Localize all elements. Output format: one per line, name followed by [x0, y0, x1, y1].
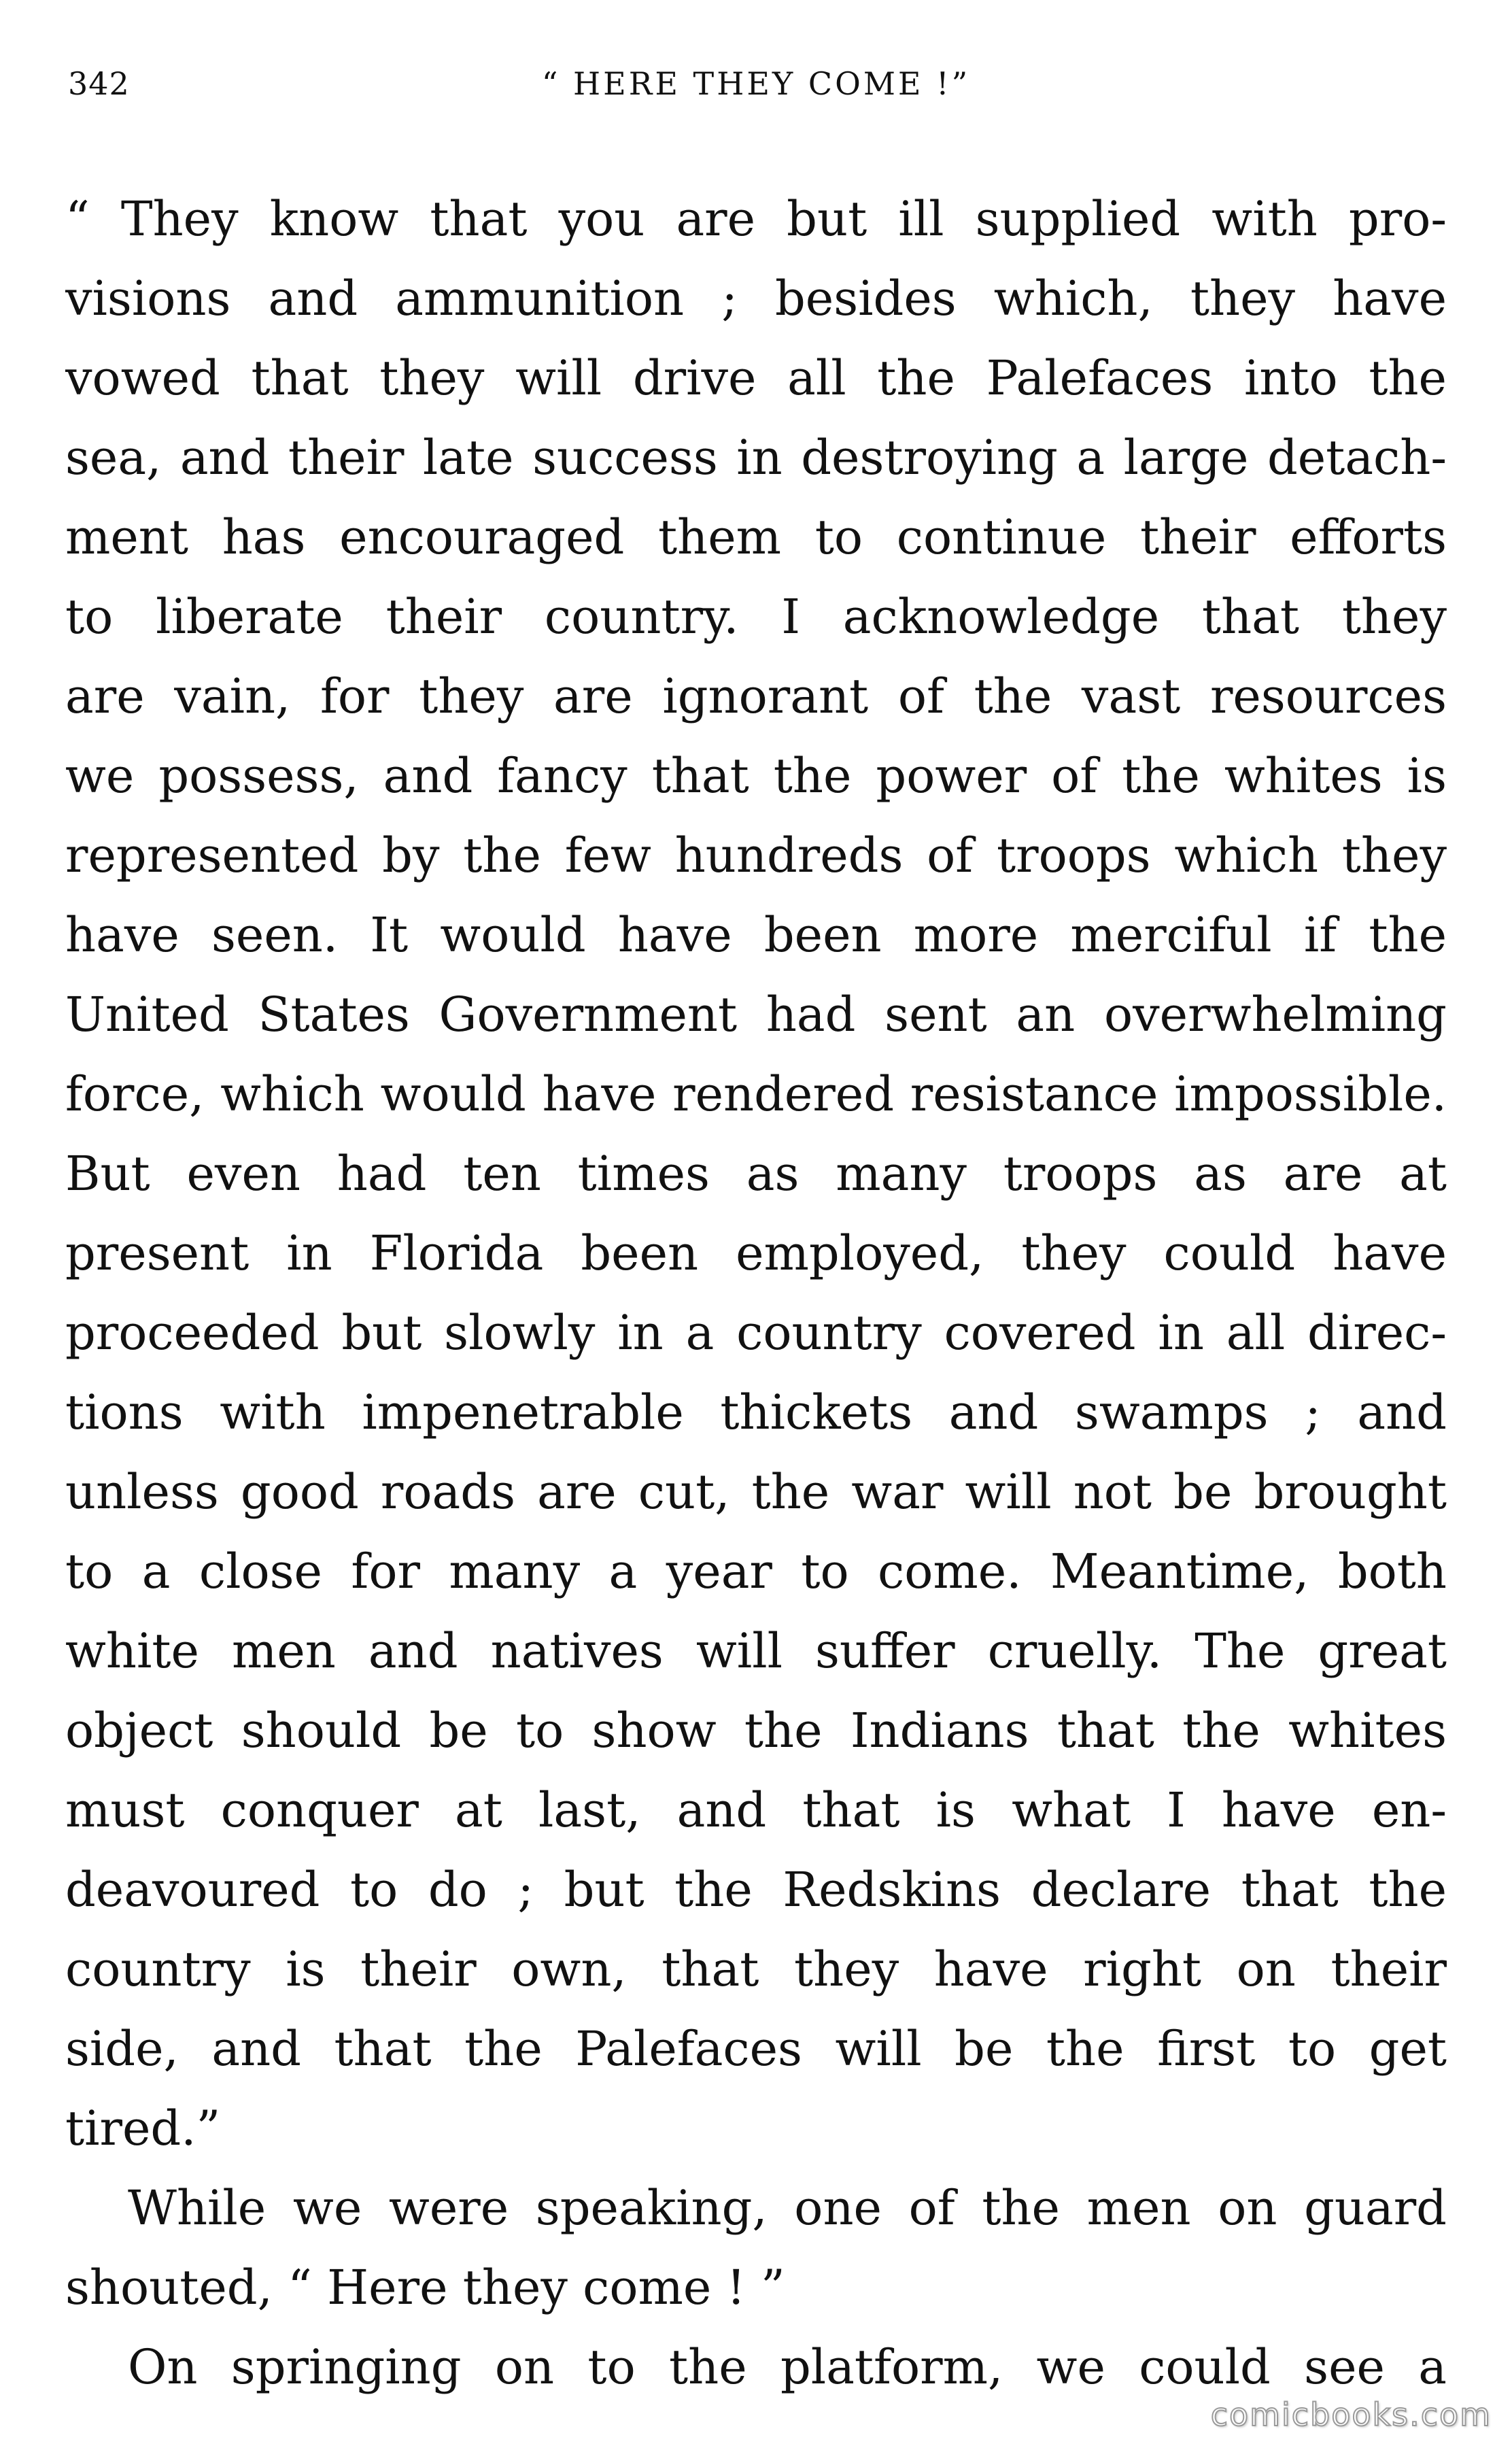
text-line: must conquer at last, and that is what I have en-	[65, 1782, 1447, 1838]
text-line: to a close for many a year to come. Meantime, both	[65, 1544, 1447, 1599]
text-line: United States Government had sent an overwhelming	[65, 987, 1447, 1042]
paragraph-end-line: shouted, “ Here they come ! ”	[65, 2260, 785, 2315]
text-line: represented by the few hundreds of troops which they	[65, 828, 1447, 883]
text-line: object should be to show the Indians that the whites	[65, 1703, 1447, 1758]
body-text	[65, 180, 1447, 2407]
running-title: “ HERE THEY COME !”	[541, 65, 971, 102]
paragraph-first-line: On springing on to the platform, we could see a	[128, 2339, 1447, 2395]
text-line: present in Florida been employed, they could have	[65, 1225, 1447, 1281]
text-line: ment has encouraged them to continue their efforts	[65, 509, 1447, 565]
text-line: have seen. It would have been more merciful if the	[65, 907, 1447, 963]
text-line: vowed that they will drive all the Palefaces into the	[65, 350, 1447, 406]
text-line: country is their own, that they have right on their	[65, 1941, 1447, 1997]
text-line: we possess, and fancy that the power of the whites is	[65, 748, 1447, 804]
page-number: 342	[68, 65, 130, 102]
text-line: But even had ten times as many troops as are at	[65, 1146, 1447, 1202]
text-line: sea, and their late success in destroying a large detach-	[65, 430, 1447, 486]
text-line: “ They know that you are but ill supplied with pro-	[65, 191, 1447, 247]
text-line: tions with impenetrable thickets and swamps ; and	[65, 1384, 1447, 1440]
paragraph-end-line: tired.”	[65, 2101, 221, 2156]
text-line: unless good roads are cut, the war will not be brought	[65, 1464, 1447, 1520]
text-line: proceeded but slowly in a country covered in all direc-	[65, 1305, 1447, 1361]
paragraph-first-line: While we were speaking, one of the men on guard	[128, 2180, 1447, 2236]
text-line: force, which would have rendered resistance impossible.	[65, 1066, 1447, 1122]
text-line: side, and that the Palefaces will be the first to get	[65, 2021, 1447, 2077]
text-line: visions and ammunition ; besides which, they have	[65, 271, 1447, 326]
running-header	[68, 65, 1444, 106]
text-line: to liberate their country. I acknowledge that they	[65, 589, 1447, 645]
text-line: deavoured to do ; but the Redskins declare that the	[65, 1862, 1447, 1918]
text-line: are vain, for they are ignorant of the vast resources	[65, 668, 1447, 724]
watermark: comicbooks.com	[1210, 2396, 1492, 2433]
text-line: white men and natives will suffer cruelly. The great	[65, 1623, 1447, 1679]
